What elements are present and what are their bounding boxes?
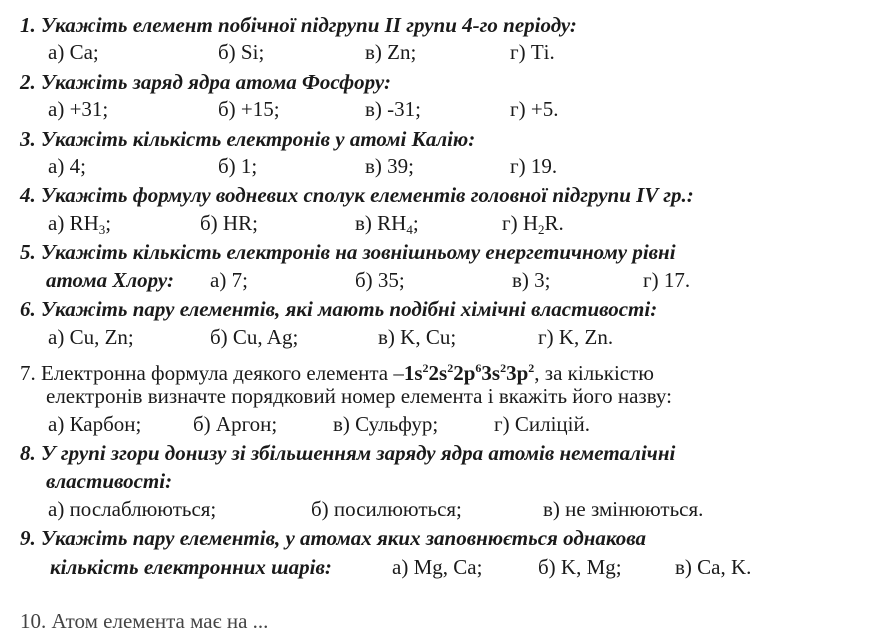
question-4-text: 4. Укажіть формулу водневих сполук елементів головної підгрупи IV гр.: bbox=[20, 183, 694, 207]
q3-option-a: а) 4; bbox=[48, 154, 86, 178]
q8-option-b: б) посилюються; bbox=[311, 497, 462, 521]
q8-option-a: а) послаблюються; bbox=[48, 497, 217, 521]
q4-option-c: в) $RH_4$; bbox=[355, 211, 419, 237]
q3-option-c: в) 39; bbox=[365, 154, 414, 178]
q6-option-c: в) K, Cu; bbox=[378, 325, 457, 349]
q5-option-b: б) 35; bbox=[355, 268, 405, 292]
question-9-text-line2: кількість електронних шарів: bbox=[50, 555, 332, 579]
q7-text-pre: 7. Електронна формула деякого елемента – bbox=[20, 361, 404, 385]
q4-option-a: а) $RH_3$; bbox=[48, 211, 112, 237]
question-8-text-line1: 8. У групі згори донизу зі збільшенням заряду ядра атомів неметалічні bbox=[20, 441, 676, 465]
q9-option-c: в) Ca, K. bbox=[675, 555, 752, 579]
q7-text-post: , за кількістю bbox=[534, 361, 654, 385]
q2-option-d: г) +5. bbox=[510, 97, 559, 121]
q5-option-d: г) 17. bbox=[643, 268, 691, 292]
q7-option-d: г) Силіцій. bbox=[494, 412, 590, 436]
q1-option-b: б) Si; bbox=[218, 40, 265, 64]
q4-option-d: г) $H_2R$. bbox=[502, 211, 564, 237]
question-5-text-line2: атома Хлору: bbox=[46, 268, 174, 292]
q1-option-a: а) Са; bbox=[48, 40, 99, 64]
q3-option-d: г) 19. bbox=[510, 154, 558, 178]
q2-option-b: б) +15; bbox=[218, 97, 280, 121]
q2-option-c: в) -31; bbox=[365, 97, 421, 121]
question-8-text-line2: властивості: bbox=[46, 469, 173, 493]
q6-option-d: г) K, Zn. bbox=[538, 325, 614, 349]
q9-option-b: б) K, Mg; bbox=[538, 555, 622, 579]
q1-option-c: в) Zn; bbox=[365, 40, 417, 64]
q8-option-c: в) не змінюються. bbox=[543, 497, 704, 521]
q3-option-b: б) 1; bbox=[218, 154, 258, 178]
q5-option-c: в) 3; bbox=[512, 268, 551, 292]
question-6-text: 6. Укажіть пару елементів, які мають подібні хімічні властивості: bbox=[20, 297, 658, 321]
question-1-text: 1. Укажіть елемент побічної підгрупи ІІ групи 4-го періоду: bbox=[20, 13, 577, 37]
question-7-text-line1 bbox=[20, 355, 654, 386]
q9-option-a: а) Mg, Ca; bbox=[392, 555, 483, 579]
q1-option-d: г) Ті. bbox=[510, 40, 555, 64]
q7-option-a: а) Карбон; bbox=[48, 412, 142, 436]
question-10-cutoff: 10. Атом елемента має на ... bbox=[20, 609, 269, 633]
electron-formula: $1s^22s^22p^63s^23p^2$ bbox=[403, 361, 535, 385]
question-3-text: 3. Укажіть кількість електронів у атомі Калію: bbox=[20, 127, 476, 151]
question-7-text-line2: електронів визначте порядковий номер елемента і вкажіть його назву: bbox=[46, 384, 672, 408]
question-5-text-line1: 5. Укажіть кількість електронів на зовнішньому енергетичному рівні bbox=[20, 240, 676, 264]
question-9-text-line1: 9. Укажіть пару елементів, у атомах яких заповнюється однакова bbox=[20, 526, 647, 550]
q7-option-c: в) Сульфур; bbox=[333, 412, 439, 436]
q4-option-b: б) HR; bbox=[200, 211, 258, 235]
q6-option-b: б) Cu, Ag; bbox=[210, 325, 299, 349]
q5-option-a: а) 7; bbox=[210, 268, 248, 292]
q2-option-a: а) +31; bbox=[48, 97, 109, 121]
q6-option-a: а) Cu, Zn; bbox=[48, 325, 134, 349]
q7-option-b: б) Аргон; bbox=[193, 412, 278, 436]
question-2-text: 2. Укажіть заряд ядра атома Фосфору: bbox=[20, 70, 391, 94]
